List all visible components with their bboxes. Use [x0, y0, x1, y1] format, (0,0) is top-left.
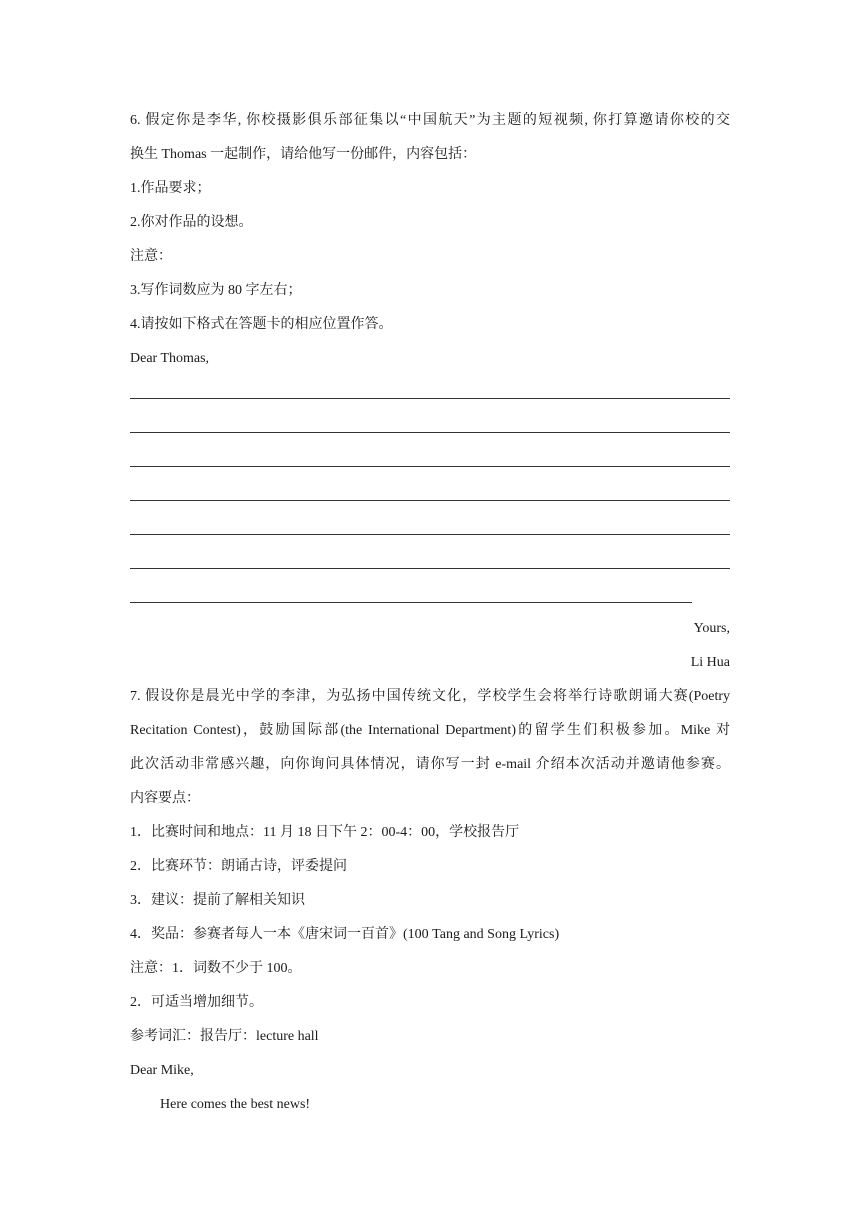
q7-prompt-line-3: 此次活动非常感兴趣，向你询问具体情况，请你写一封 e-mail 介绍本次活动并邀请他参赛。 [130, 757, 730, 772]
answer-line [130, 432, 730, 433]
answer-line [130, 398, 730, 399]
q6-note-label: 注意： [130, 249, 172, 264]
q7-prompt-line-1: 7. 假设你是晨光中学的李津，为弘扬中国传统文化，学校学生会将举行诗歌朗诵大赛(Poetry [130, 689, 730, 704]
q6-prompt-line-1: 6. 假定你是李华, 你校摄影俱乐部征集以“中国航天”为主题的短视频, 你打算邀请你校的交 [130, 113, 730, 128]
q7-point-3: 3．建议：提前了解相关知识 [130, 893, 305, 908]
q6-prompt-line-2: 换生 Thomas 一起制作，请给他写一份邮件，内容包括： [130, 147, 477, 162]
q7-note-2: 2．可适当增加细节。 [130, 995, 263, 1010]
q6-salutation: Dear Thomas, [130, 351, 210, 366]
q6-point-1: 1.作品要求； [130, 181, 211, 196]
answer-line [130, 500, 730, 501]
answer-line [130, 466, 730, 467]
q7-vocab: 参考词汇：报告厅：lecture hall [130, 1029, 319, 1044]
q7-point-2: 2．比赛环节：朗诵古诗，评委提问 [130, 859, 347, 874]
q6-note-2: 4.请按如下格式在答题卡的相应位置作答。 [130, 317, 393, 332]
answer-line [130, 602, 692, 603]
q7-salutation: Dear Mike, [130, 1063, 194, 1078]
q7-note-1: 注意：1．词数不少于 100。 [130, 961, 302, 976]
q7-opening: Here comes the best news! [160, 1097, 311, 1112]
answer-line [130, 568, 730, 569]
q6-note-1: 3.写作词数应为 80 字左右； [130, 283, 302, 298]
answer-line [130, 534, 730, 535]
q6-point-2: 2.你对作品的设想。 [130, 215, 253, 230]
q6-signature: Li Hua [690, 655, 730, 670]
q6-closing: Yours, [693, 621, 730, 636]
q7-point-4: 4．奖品：参赛者每人一本《唐宋词一百首》(100 Tang and Song Lyrics) [130, 927, 560, 942]
q7-points-label: 内容要点： [130, 791, 200, 806]
q7-prompt-line-2: Recitation Contest)，鼓励国际部(the International Department)的留学生们积极参加。Mike 对 [130, 723, 730, 738]
q7-point-1: 1．比赛时间和地点：11 月 18 日下午 2：00-4：00，学校报告厅 [130, 825, 520, 840]
